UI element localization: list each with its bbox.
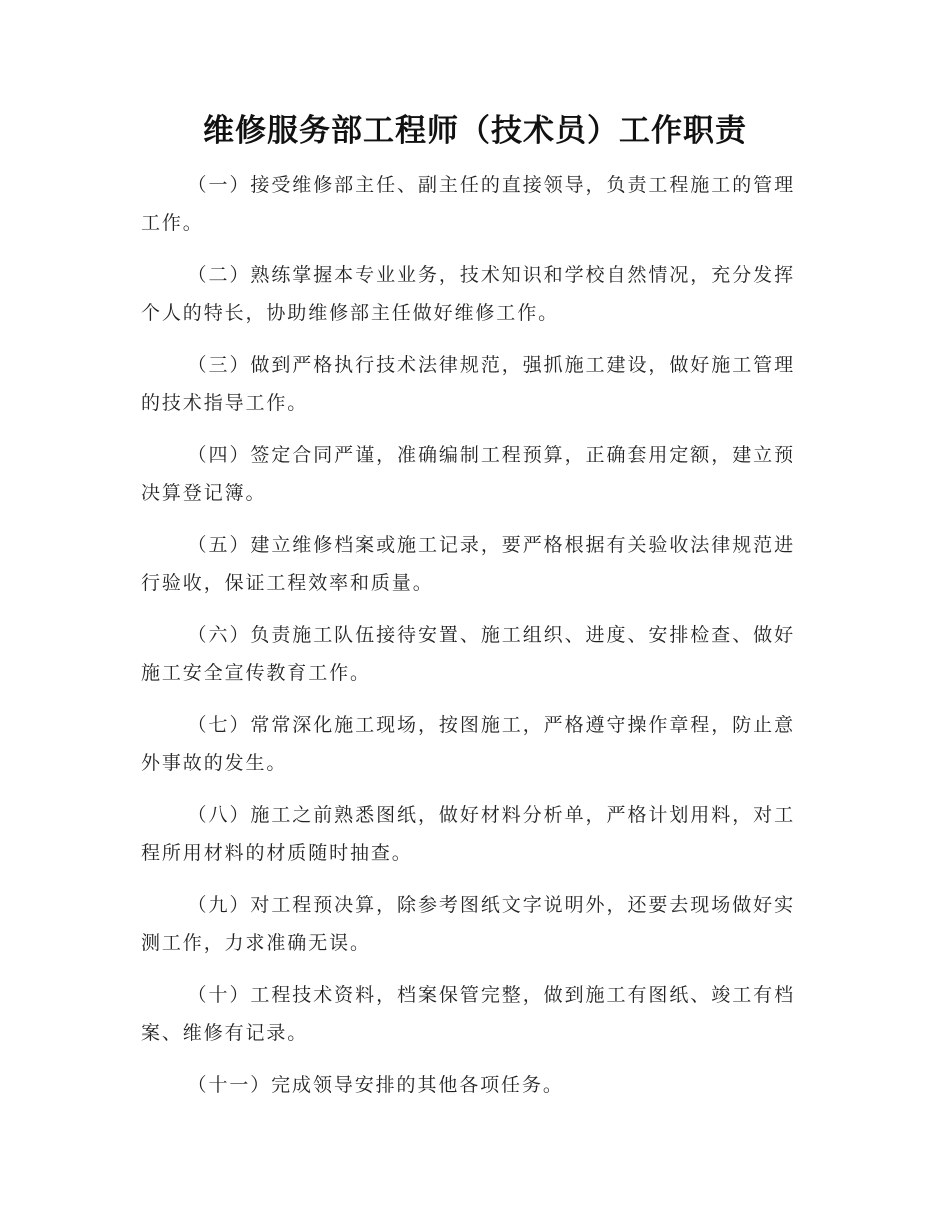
duty-item-8: （八）施工之前熟悉图纸，做好材料分析单，严格计划用料，对工程所用材料的材质随时抽查。 <box>141 804 795 864</box>
duty-item-7: （七）常常深化施工现场，按图施工，严格遵守操作章程，防止意外事故的发生。 <box>141 714 795 774</box>
duty-item-11: （十一）完成领导安排的其他各项任务。 <box>187 1074 564 1096</box>
document-body <box>141 166 795 1118</box>
duty-item-6: （六）负责施工队伍接待安置、施工组织、进度、安排检查、做好施工安全宣传教育工作。 <box>141 624 795 684</box>
duty-item-4: （四）签定合同严谨，准确编制工程预算，正确套用定额，建立预决算登记簿。 <box>141 444 795 504</box>
duty-item-9: （九）对工程预决算，除参考图纸文字说明外，还要去现场做好实测工作，力求准确无误。 <box>141 894 795 954</box>
duty-item-1: （一）接受维修部主任、副主任的直接领导，负责工程施工的管理工作。 <box>141 174 795 234</box>
duty-item-2: （二）熟练掌握本专业业务，技术知识和学校自然情况，充分发挥个人的特长，协助维修部主任做好维修工作。 <box>141 264 795 324</box>
document-title: 维修服务部工程师（技术员）工作职责 <box>203 113 747 149</box>
duty-item-3: （三）做到严格执行技术法律规范，强抓施工建设，做好施工管理的技术指导工作。 <box>141 354 795 414</box>
duty-item-5: （五）建立维修档案或施工记录，要严格根据有关验收法律规范进行验收，保证工程效率和质量。 <box>141 534 795 594</box>
duty-item-10: （十）工程技术资料，档案保管完整，做到施工有图纸、竣工有档案、维修有记录。 <box>141 984 795 1044</box>
